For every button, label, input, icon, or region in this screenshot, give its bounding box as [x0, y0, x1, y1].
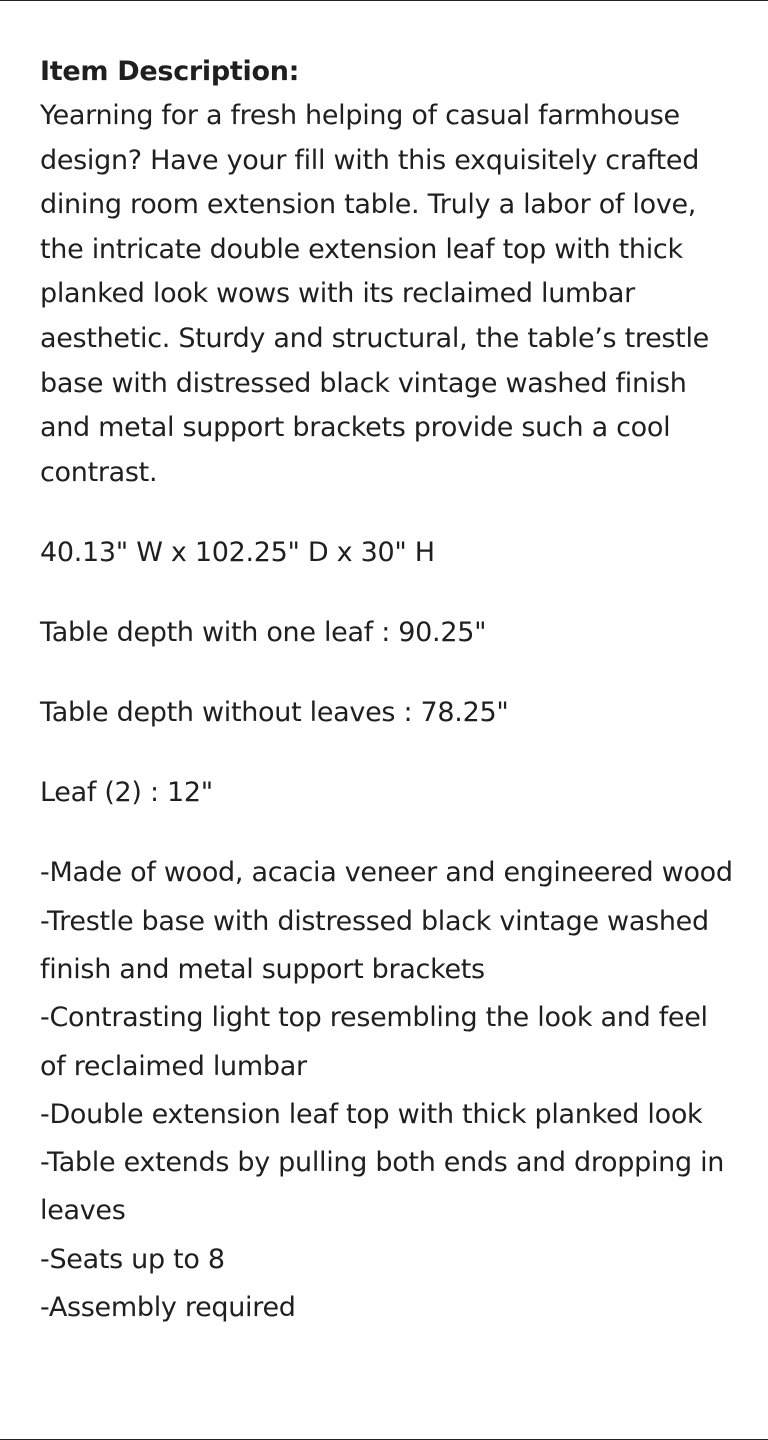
feature-list-item: -Table extends by pulling both ends and dropping in leaves	[40, 1147, 725, 1227]
feature-list-item: -Trestle base with distressed black vintage washed finish and metal support brackets	[40, 905, 709, 985]
depth-with-one-leaf-spec: Table depth with one leaf : 90.25"	[40, 617, 487, 649]
item-description-section	[40, 50, 740, 1332]
leaf-spec: Leaf (2) : 12"	[40, 777, 213, 809]
feature-list-item: -Assembly required	[40, 1292, 296, 1324]
feature-list-item: -Double extension leaf top with thick planked look	[40, 1098, 703, 1130]
feature-list-item: -Seats up to 8	[40, 1243, 225, 1275]
top-divider	[0, 0, 768, 1]
item-description-text: Yearning for a fresh helping of casual farmhouse design? Have your fill with this exquisitely crafted dining room extension table. Truly a labor of love, the intricate double extension leaf top with thick planked look wows with its reclaimed lumbar aesthetic. Sturdy and structural, the table’s trestle base with distressed black vintage washed finish and metal support brackets provide such a cool contrast.	[40, 100, 709, 488]
depth-without-leaves-spec: Table depth without leaves : 78.25"	[40, 697, 509, 729]
dimensions-spec: 40.13" W x 102.25" D x 30" H	[40, 537, 435, 569]
feature-list-item: -Made of wood, acacia veneer and engineered wood	[40, 857, 733, 889]
item-description-heading: Item Description:	[40, 56, 300, 87]
feature-list-item: -Contrasting light top resembling the look and feel of reclaimed lumbar	[40, 1002, 708, 1082]
features-list	[40, 849, 740, 1332]
